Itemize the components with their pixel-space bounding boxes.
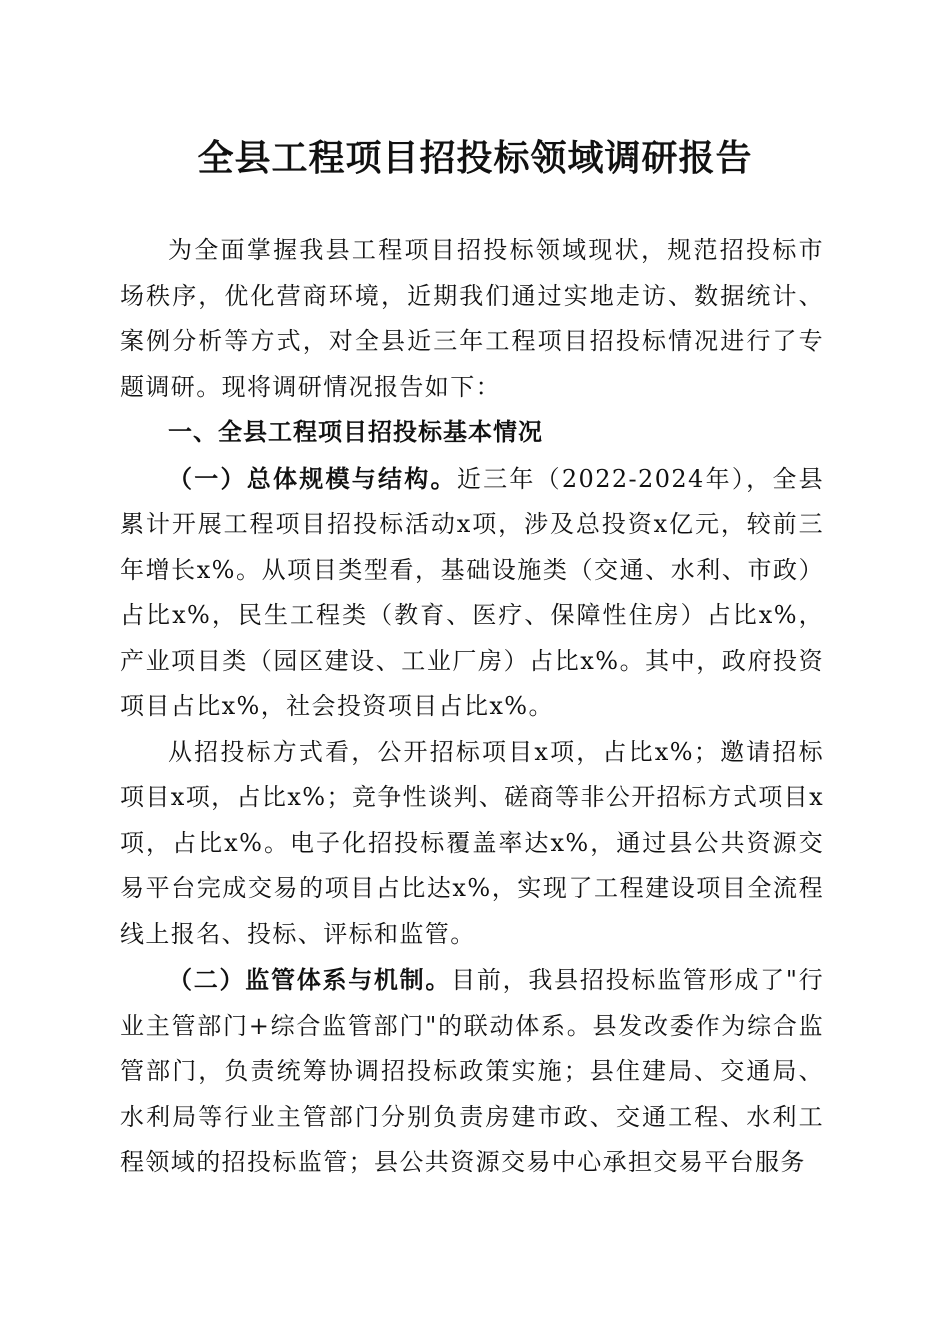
subsection-scale-text: 近三年（2022-2024年），全县累计开展工程项目招投标活动x项，涉及总投资x亿元，较前三年增长x%。从项目类型看，基础设施类（交通、水利、市政）占比x%，民生工程类（教育、医疗、保障性住房）占比x%，产业项目类（园区建设、工业厂房）占比x%。其中，政府投资项目占比x%，社会投资项目占比x%。 [120, 464, 824, 720]
document-title: 全县工程项目招投标领域调研报告 [197, 137, 753, 179]
subsection-supervision-text: 目前，我县招投标监管形成了"行业主管部门+综合监管部门"的联动体系。县发改委作为综合监管部门，负责统筹协调招投标政策实施；县住建局、交通局、水利局等行业主管部门分别负责房建市政、交通工程、水利工程领域的招投标监管；县公共资源交易中心承担交易平台服务 [120, 966, 824, 1176]
subsection-scale-paragraph [120, 456, 824, 730]
section-heading: 一、全县工程项目招投标基本情况 [168, 418, 543, 446]
subsection-supervision-paragraph [120, 957, 824, 1186]
intro-paragraph: 为全面掌握我县工程项目招投标领域现状，规范招投标市场秩序，优化营商环境，近期我们通过实地走访、数据统计、案例分析等方式，对全县近三年工程项目招投标情况进行了专题调研。现将调研情况报告如下： [120, 236, 824, 401]
subsection-scale-lead: （一）总体规模与结构。 [168, 463, 457, 493]
methods-paragraph: 从招投标方式看，公开招标项目x项，占比x%；邀请招标项目x项，占比x%；竞争性谈判、磋商等非公开招标方式项目x项，占比x%。电子化招投标覆盖率达x%，通过县公共资源交易平台完成交易的项目占比达x%，实现了工程建设项目全流程线上报名、投标、评标和监管。 [120, 737, 825, 948]
subsection-supervision-lead: （二）监管体系与机制。 [168, 965, 452, 994]
document-body [120, 228, 824, 1186]
